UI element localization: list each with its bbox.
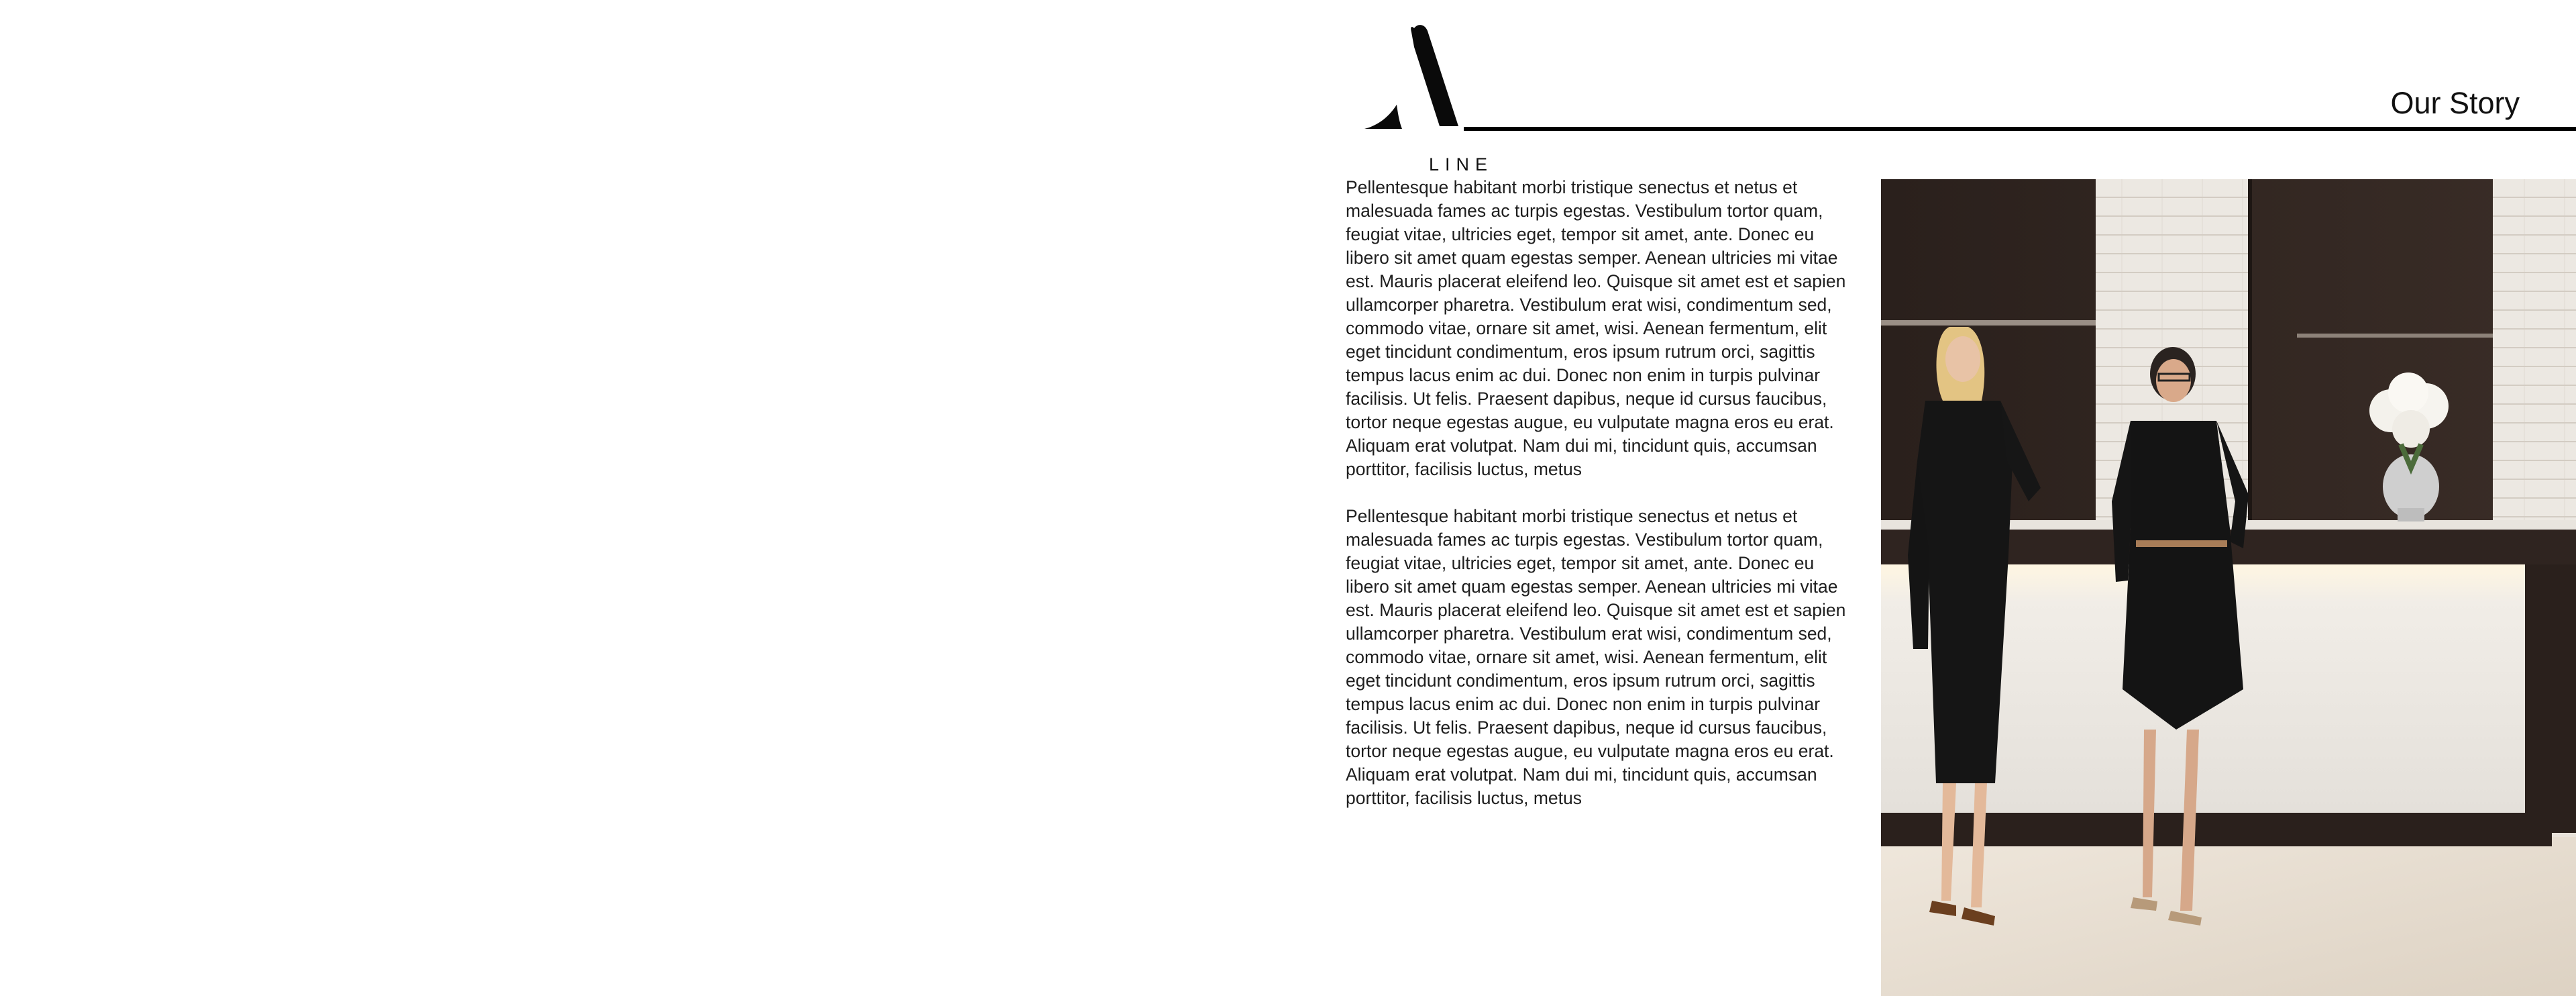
page-title: Our Story	[2390, 86, 2520, 120]
team-photo-illustration	[1881, 179, 2576, 996]
story-paragraph-1: Pellentesque habitant morbi tristique senectus et netus et malesuada fames ac turpis egestas. Vestibulum tortor quam, feugiat vitae, ultricies eget, tempor sit amet, ante. Donec eu libero sit amet quam egestas semper. Aenean ultricies mi vitae est. Mauris placerat eleifend leo. Quisque sit amet est et sapien ullamcorper pharetra. Vestibulum erat wisi, condimentum sed, commodo vitae, ornare sit amet, wisi. Aenean fermentum, elit eget tincidunt condimentum, eros ipsum rutrum orci, sagittis tempus lacus enim ac dui. Donec non enim in turpis pulvinar facilisis. Ut felis. Praesent dapibus, neque id cursus faucibus, tortor neque egestas augue, eu vulputate magna eros eu erat. Aliquam erat volutpat. Nam dui mi, tincidunt quis, accumsan porttitor, facilisis luctus, metus	[1346, 177, 1846, 479]
logo-wordmark: LINE	[1429, 154, 1494, 175]
document-page	[1346, 0, 2576, 996]
story-text	[1346, 176, 1856, 834]
brand-logo	[1358, 20, 1494, 175]
story-paragraph-2: Pellentesque habitant morbi tristique senectus et netus et malesuada fames ac turpis egestas. Vestibulum tortor quam, feugiat vitae, ultricies eget, tempor sit amet, ante. Donec eu libero sit amet quam egestas semper. Aenean ultricies mi vitae est. Mauris placerat eleifend leo. Quisque sit amet est et sapien ullamcorper pharetra. Vestibulum erat wisi, condimentum sed, commodo vitae, ornare sit amet, wisi. Aenean fermentum, elit eget tincidunt condimentum, eros ipsum rutrum orci, sagittis tempus lacus enim ac dui. Donec non enim in turpis pulvinar facilisis. Ut felis. Praesent dapibus, neque id cursus faucibus, tortor neque egestas augue, eu vulputate magna eros eu erat. Aliquam erat volutpat. Nam dui mi, tincidunt quis, accumsan porttitor, facilisis luctus, metus	[1346, 506, 1846, 808]
logo-a-mark	[1358, 20, 1492, 134]
header-rule	[1464, 127, 2576, 131]
team-photo	[1881, 179, 2576, 996]
